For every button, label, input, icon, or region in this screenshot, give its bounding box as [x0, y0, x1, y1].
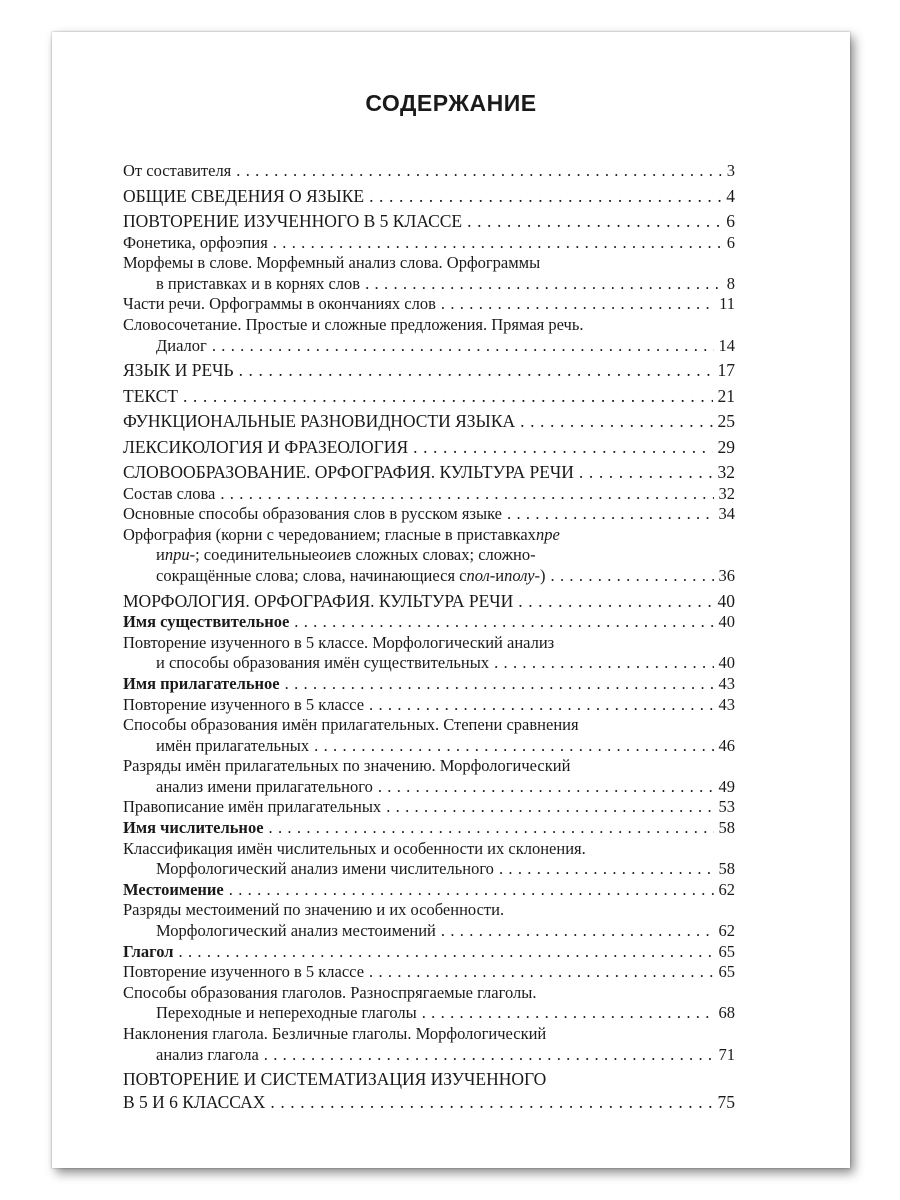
toc-text: Имя существительное	[123, 612, 290, 632]
toc-text: Основные способы образования слов в русском языке	[123, 504, 503, 524]
toc-line	[123, 839, 735, 860]
toc-text: Повторение изученного в 5 классе. Морфологический анализ	[123, 632, 555, 652]
dot-leader	[441, 921, 714, 942]
page-number: 40	[718, 653, 735, 673]
dot-leader	[314, 736, 713, 757]
toc-text: е	[336, 545, 344, 565]
toc-entry	[123, 715, 735, 756]
toc-entry	[123, 633, 735, 674]
page-number: 40	[717, 590, 735, 611]
toc-line	[123, 921, 735, 942]
toc-text: о	[319, 545, 328, 565]
toc-line	[123, 715, 735, 736]
toc-line	[123, 756, 735, 777]
toc-text: имён прилагательных	[156, 735, 310, 755]
toc-line	[123, 253, 735, 274]
dot-leader	[294, 612, 713, 633]
toc-entry	[123, 612, 735, 633]
toc-text: Повторение изученного в 5 классе	[123, 962, 365, 982]
toc-line	[123, 233, 735, 254]
dot-leader	[183, 385, 713, 408]
toc-text: пол-	[466, 566, 496, 586]
dot-leader	[264, 1045, 714, 1066]
toc-text: Состав слова	[123, 483, 216, 503]
toc-text: Орфография (корни с чередованием; гласные в приставках	[123, 524, 536, 544]
toc-text: Наклонения глагола. Безличные глаголы. Морфологический	[123, 1024, 547, 1043]
toc-line	[123, 461, 735, 484]
toc-text: МОРФОЛОГИЯ. ОРФОГРАФИЯ. КУЛЬТУРА РЕЧИ	[123, 590, 514, 611]
page-number: 32	[718, 483, 735, 503]
page-number: 4	[726, 185, 735, 206]
toc-text: Диалог	[156, 335, 207, 355]
toc-entry	[123, 962, 735, 983]
toc-line	[123, 983, 735, 1004]
page-number: 58	[718, 859, 735, 879]
toc-entry	[123, 436, 735, 459]
dot-leader	[467, 210, 721, 233]
page-number: 14	[718, 335, 735, 355]
toc-line	[123, 525, 735, 546]
dot-leader	[239, 359, 713, 382]
toc-text: пре	[535, 524, 560, 544]
toc-text: и	[327, 545, 337, 565]
toc-entry	[123, 233, 735, 254]
toc-line	[123, 736, 735, 757]
toc-line	[123, 797, 735, 818]
toc-text: ЯЗЫК И РЕЧЬ	[123, 360, 234, 381]
toc-text: Переходные и непереходные глаголы	[156, 1003, 417, 1023]
toc-text: От составителя	[123, 161, 232, 180]
page-number: 46	[718, 735, 735, 755]
toc-line	[123, 274, 735, 295]
page-number: 65	[718, 962, 735, 982]
toc-entry	[123, 185, 735, 208]
page-number: 25	[717, 411, 735, 432]
toc-line	[123, 336, 735, 357]
dot-leader	[273, 233, 722, 254]
toc-line	[123, 504, 735, 525]
toc-line	[123, 880, 735, 901]
toc-line	[123, 484, 735, 505]
toc-line	[123, 674, 735, 695]
dot-leader	[494, 653, 713, 674]
toc-entry	[123, 210, 735, 233]
toc-entry	[123, 410, 735, 433]
table-of-contents	[123, 161, 735, 1113]
toc-entry	[123, 294, 735, 315]
dot-leader	[378, 777, 714, 798]
toc-line	[123, 1045, 735, 1066]
page-number: 21	[717, 385, 735, 406]
toc-entry	[123, 504, 735, 525]
page-number: 58	[718, 818, 735, 838]
dot-leader	[369, 185, 721, 208]
page-number: 75	[717, 1091, 735, 1112]
dot-leader	[270, 1091, 712, 1114]
toc-text: ТЕКСТ	[123, 385, 178, 406]
toc-entry	[123, 695, 735, 716]
toc-line	[123, 818, 735, 839]
page-number: 6	[726, 232, 735, 252]
toc-text: ПОВТОРЕНИЕ ИЗУЧЕННОГО В 5 КЛАССЕ	[123, 211, 463, 232]
toc-line	[123, 612, 735, 633]
page-number: 40	[718, 612, 735, 632]
toc-entry	[123, 359, 735, 382]
toc-text: в приставках и в корнях слов	[156, 273, 361, 293]
toc-text: Словосочетание. Простые и сложные предложения. Прямая речь.	[123, 314, 584, 334]
page-number: 65	[718, 941, 735, 961]
toc-line	[123, 294, 735, 315]
page-number: 62	[718, 879, 735, 899]
toc-line	[123, 900, 735, 921]
toc-text: в сложных словах; сложно-	[343, 545, 536, 565]
toc-entry	[123, 674, 735, 695]
toc-line	[123, 210, 735, 233]
toc-text: СЛОВООБРАЗОВАНИЕ. ОРФОГРАФИЯ. КУЛЬТУРА РЕЧИ	[123, 462, 574, 483]
toc-line	[123, 653, 735, 674]
page-number: 36	[718, 566, 735, 586]
toc-text: Морфологический анализ местоимений	[156, 921, 436, 941]
toc-text: Глагол	[123, 941, 174, 961]
toc-text: Местоимение	[123, 879, 224, 899]
dot-leader	[520, 410, 712, 433]
dot-leader	[365, 274, 722, 295]
toc-entry	[123, 1068, 735, 1113]
toc-entry	[123, 880, 735, 901]
dot-leader	[579, 461, 713, 484]
page-number: 49	[718, 776, 735, 796]
toc-entry	[123, 1024, 735, 1065]
toc-line	[123, 1024, 735, 1045]
toc-entry	[123, 525, 735, 587]
page-number: 71	[718, 1044, 735, 1064]
toc-text: Имя числительное	[123, 818, 264, 838]
page-number: 8	[726, 273, 735, 293]
toc-text: Морфологический анализ имени числительного	[156, 859, 494, 879]
page-number: 62	[718, 921, 735, 941]
toc-text: Фонетика, орфоэпия	[123, 232, 268, 252]
dot-leader	[229, 880, 714, 901]
toc-entry	[123, 756, 735, 797]
dot-leader	[518, 590, 712, 613]
toc-text: ФУНКЦИОНАЛЬНЫЕ РАЗНОВИДНОСТИ ЯЗЫКА	[123, 411, 516, 432]
dot-leader	[179, 942, 714, 963]
toc-entry	[123, 253, 735, 294]
toc-line	[123, 1091, 735, 1114]
toc-text: Способы образования имён прилагательных. Степени сравнения	[123, 715, 579, 735]
page-number: 17	[717, 360, 735, 381]
dot-leader	[269, 818, 714, 839]
toc-line	[123, 777, 735, 798]
dot-leader	[441, 294, 714, 315]
toc-entry	[123, 942, 735, 963]
toc-line	[123, 566, 735, 587]
toc-text: сокращённые слова; слова, начинающиеся с	[156, 566, 467, 586]
page-title: СОДЕРЖАНИЕ	[365, 90, 537, 116]
toc-text: Классификация имён числительных и особенности их склонения.	[123, 838, 586, 858]
toc-entry	[123, 385, 735, 408]
document-page	[52, 32, 850, 1168]
page-number: 32	[717, 462, 735, 483]
toc-line	[123, 695, 735, 716]
page-number: 68	[718, 1003, 735, 1023]
toc-line	[123, 185, 735, 208]
toc-entry	[123, 983, 735, 1024]
toc-line	[123, 436, 735, 459]
toc-text: В 5 И 6 КЛАССАХ	[123, 1091, 266, 1112]
toc-text: и	[495, 566, 505, 586]
toc-text: ПОВТОРЕНИЕ И СИСТЕМАТИЗАЦИЯ ИЗУЧЕННОГО	[123, 1069, 547, 1090]
page-number: 34	[718, 504, 735, 524]
toc-line	[123, 962, 735, 983]
toc-text: ЛЕКСИКОЛОГИЯ И ФРАЗЕОЛОГИЯ	[123, 436, 409, 457]
toc-entry	[123, 590, 735, 613]
toc-text: Разряды местоимений по значению и их особенности.	[123, 900, 505, 920]
toc-text: Повторение изученного в 5 классе	[123, 694, 365, 714]
toc-text: Части речи. Орфограммы в окончаниях слов	[123, 294, 436, 314]
dot-leader	[236, 161, 721, 182]
toc-line	[123, 410, 735, 433]
toc-text: при-	[164, 545, 196, 565]
toc-entry	[123, 484, 735, 505]
page-number: 3	[726, 161, 735, 180]
page-number: 43	[718, 673, 735, 693]
page-number: 29	[717, 436, 735, 457]
toc-entry	[123, 461, 735, 484]
dot-leader	[413, 436, 712, 459]
toc-text: анализ имени прилагательного	[156, 776, 373, 796]
toc-line	[123, 359, 735, 382]
dot-leader	[212, 336, 714, 357]
dot-leader	[507, 504, 713, 525]
page-number: 6	[726, 211, 735, 232]
toc-line	[123, 161, 735, 182]
toc-line	[123, 545, 735, 566]
toc-line	[123, 1003, 735, 1024]
dot-leader	[369, 962, 713, 983]
toc-text: Имя прилагательное	[123, 673, 280, 693]
toc-entry	[123, 900, 735, 941]
page-number: 53	[718, 797, 735, 817]
page-number: 11	[719, 294, 735, 314]
page-number: 43	[718, 694, 735, 714]
toc-line	[123, 385, 735, 408]
toc-text: и способы образования имён существительных	[156, 653, 490, 673]
toc-line	[123, 859, 735, 880]
dot-leader	[386, 797, 713, 818]
toc-entry	[123, 161, 735, 182]
toc-line	[123, 942, 735, 963]
dot-leader	[285, 674, 714, 695]
toc-text: и	[156, 545, 165, 565]
toc-entry	[123, 797, 735, 818]
dot-leader	[220, 484, 713, 505]
toc-text: )	[540, 566, 546, 586]
dot-leader	[369, 695, 713, 716]
dot-leader	[551, 566, 714, 587]
toc-line	[123, 633, 735, 654]
toc-text: анализ глагола	[156, 1044, 259, 1064]
toc-line	[123, 590, 735, 613]
toc-text: ОБЩИЕ СВЕДЕНИЯ О ЯЗЫКЕ	[123, 185, 365, 206]
toc-text: полу-	[504, 566, 541, 586]
toc-line	[123, 1068, 735, 1091]
dot-leader	[422, 1003, 714, 1024]
toc-text: Способы образования глаголов. Разноспрягаемые глаголы.	[123, 982, 537, 1002]
dot-leader	[499, 859, 714, 880]
toc-entry	[123, 839, 735, 880]
toc-text: Правописание имён прилагательных	[123, 797, 382, 817]
toc-text: ; соединительные	[195, 545, 320, 565]
toc-line	[123, 315, 735, 336]
toc-text: Морфемы в слове. Морфемный анализ слова. Орфограммы	[123, 253, 541, 273]
toc-entry	[123, 315, 735, 356]
toc-entry	[123, 818, 735, 839]
toc-text: Разряды имён прилагательных по значению. Морфологический	[123, 756, 571, 776]
